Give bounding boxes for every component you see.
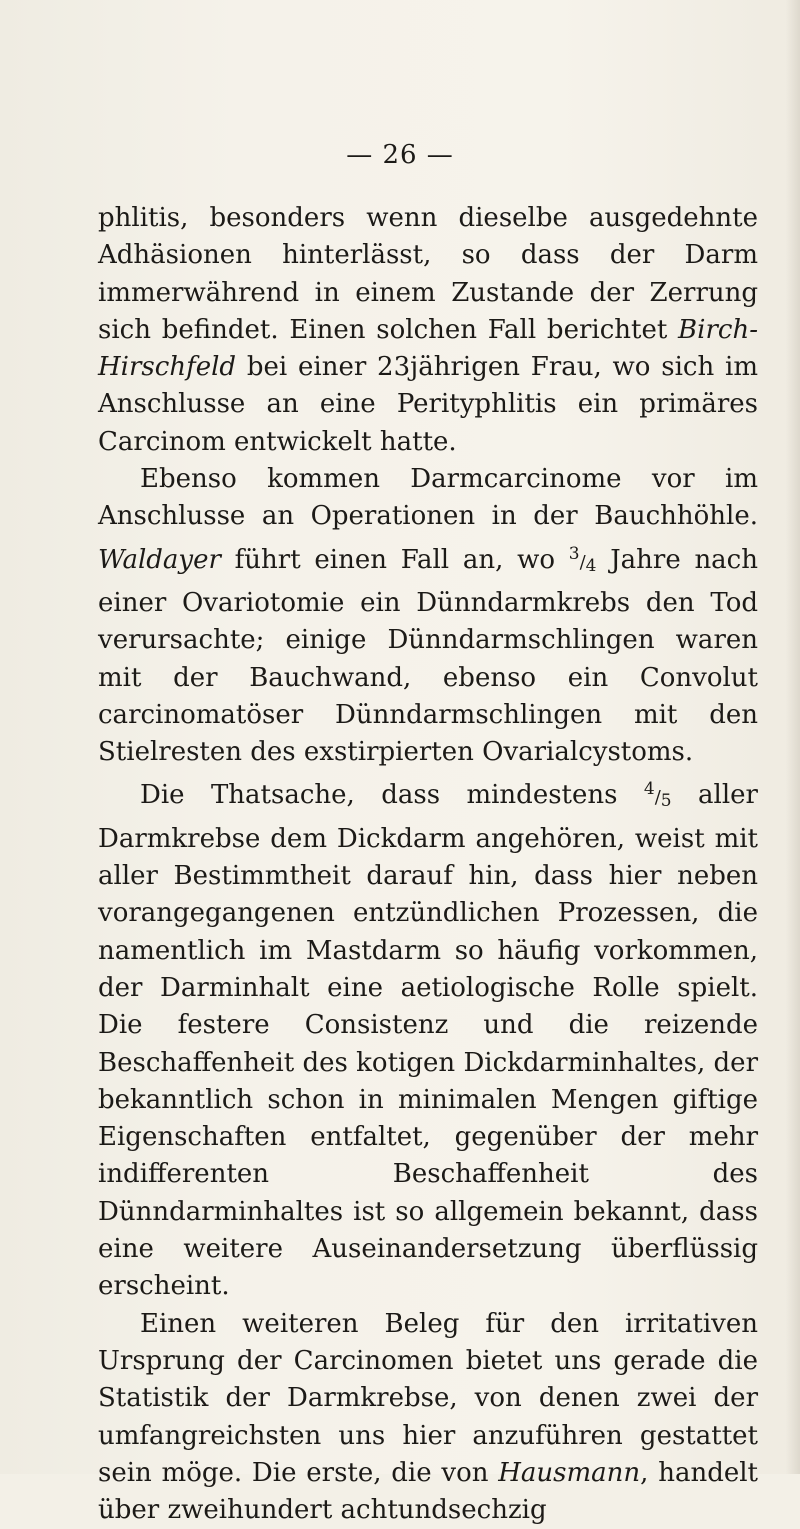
author-name-waldayer: Waldayer: [98, 544, 221, 575]
author-name-birch-hirschfeld: Birch-Hirschfeld: [98, 314, 758, 383]
page-edge-shadow: [786, 0, 800, 1474]
text-run: , handelt über zweihundert achtundsechzig: [98, 1457, 758, 1526]
text-run: Einen weiteren Beleg für den irritativen Ursprung der Carcinomen bietet uns gerade die Statistik der Darmkrebse, von denen zwei der umfangreichsten uns hier anzuführen gestattet sein möge. Die erste, die von: [98, 1308, 758, 1488]
fraction-denominator: 5: [660, 791, 672, 812]
fraction-denominator: 4: [585, 555, 597, 576]
fraction-numerator: 3: [568, 543, 580, 564]
text-run: Die Thatsache, dass mindestens: [140, 780, 644, 811]
fraction-numerator: 4: [643, 779, 655, 800]
fraction-four-fifths: $^4/_5$: [643, 779, 672, 812]
paragraph-2: [98, 461, 758, 771]
text-run: Jahre nach einer Ovariotomie ein Dünndarmkrebs den Tod verursachte; einige Dünndarmschlingen waren mit der Bauchwand, ebenso ein Convolut carcinomatöser Dünndarmschlingen mit den Stielresten des exstirpierten Ovarialcystoms.: [98, 544, 758, 768]
paragraph-4: [98, 1306, 758, 1529]
page-number: — 26 —: [346, 140, 454, 170]
paragraph-3: [98, 771, 758, 1305]
text-run: phlitis, besonders wenn dieselbe ausgedehnte Adhäsionen hinterlässt, so dass der Darm immerwährend in einem Zustande der Zerrung sich befindet. Einen solchen Fall berichtet: [98, 203, 758, 345]
paragraph-1: [98, 200, 758, 461]
author-name-hausmann: Hausmann: [498, 1457, 641, 1488]
text-run: aller Darmkrebse dem Dickdarm angehören, weist mit aller Bestimmtheit darauf hin, dass hier neben vorangegangenen entzündlichen Prozessen, die namentlich im Mastdarm so häufig vorkommen, der Darminhalt eine aetiologische Rolle spielt. Die festere Consistenz und die reizende Beschaffenheit des kotigen Dickdarminhaltes, der bekanntlich schon in minimalen Mengen giftige Eigenschaften entfaltet, gegenüber der mehr indifferenten Beschaffenheit des Dünndarminhaltes ist so allgemein bekannt, dass eine weitere Auseinandersetzung überflüssig erscheint.: [98, 780, 758, 1302]
body-text: [98, 200, 758, 1529]
fraction-three-quarters: $^3/_4$: [568, 543, 597, 576]
text-run: Ebenso kommen Darmcarcinome vor im Anschlusse an Operationen in der Bauchhöhle.: [98, 464, 758, 532]
text-run: führt einen Fall an, wo: [220, 544, 569, 575]
text-run: bei einer 23jährigen Frau, wo sich im Anschlusse an eine Perityphlitis ein primäres Carcinom entwickelt hatte.: [98, 352, 758, 457]
